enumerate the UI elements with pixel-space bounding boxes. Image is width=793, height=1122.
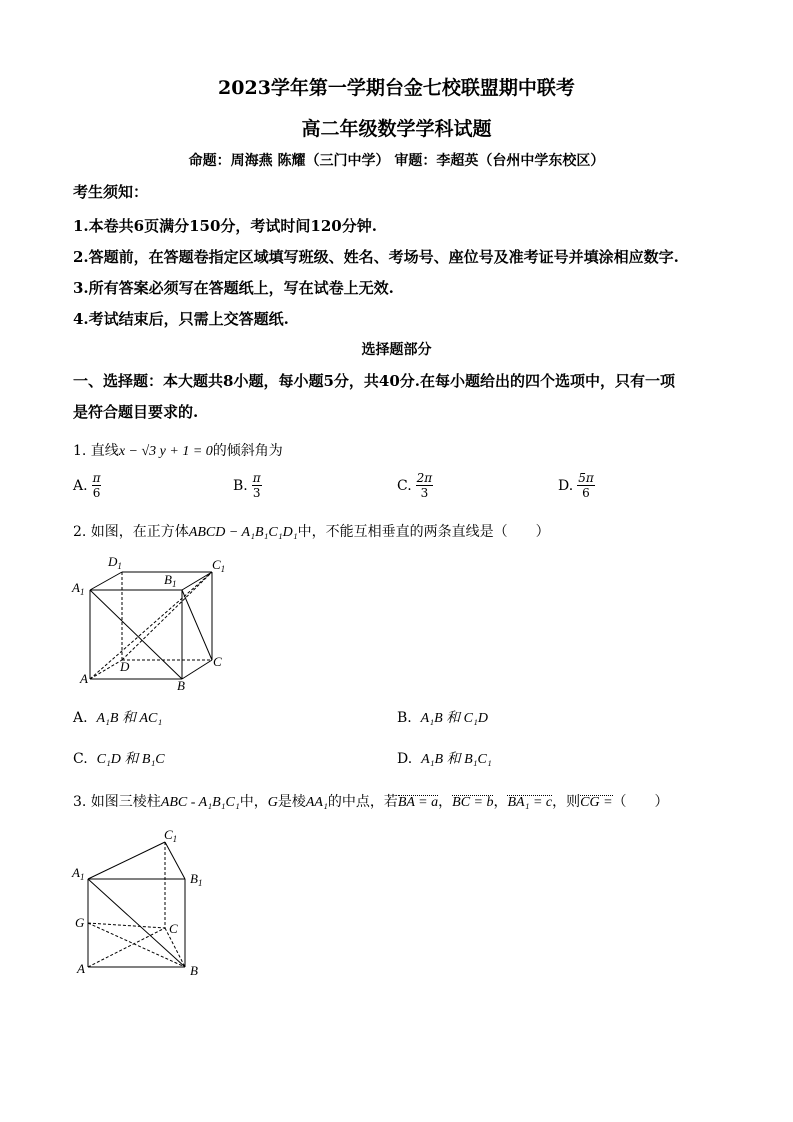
label-c1: $C_1$ [164,827,178,844]
notice-heading: 考生须知： [73,183,149,201]
label-g: G [75,915,85,930]
label-a1: $A_1$ [72,865,85,882]
option-text: A₁B 和 AC₁ [96,711,163,726]
exam-authors: 命题：周海燕 陈耀（三门中学） 审题：李超英（台州中学东校区） [188,153,605,169]
label-b1: $B_1$ [164,572,177,589]
q3-point-g: G [267,795,278,810]
q1-option-d[interactable] [558,471,595,500]
notice-item: 1.本卷共6页满分150分，考试时间120分钟. [73,217,377,235]
option-label: C. [397,477,412,494]
fraction: $\frac{\pi}{3}$ [252,471,261,500]
q2-prefix: 2. 如图，在正方体 [73,524,189,540]
label-c1: $C_1$ [212,557,226,574]
q1-option-a[interactable] [73,471,101,500]
option-text: C₁D 和 B₁C [96,752,165,767]
option-label: D. [558,477,574,494]
label-d: D [120,659,130,674]
q2-solid: ABCD − A₁B₁C₁D₁ [188,525,298,540]
q2-option-a[interactable] [73,707,162,727]
q2-option-c[interactable] [73,748,165,768]
label-a: A [80,671,88,686]
vector-ba: BA = a [397,795,439,810]
q2-option-d[interactable] [397,748,492,768]
fraction: $\frac{5\pi}{6}$ [578,471,594,500]
option-label: B. [233,477,248,494]
q3-text: 是棱 [277,794,306,810]
fraction: $\frac{\pi}{6}$ [92,471,101,500]
option-label: D. [397,751,413,767]
option-label: A. [73,710,88,726]
option-text: A₁B 和 C₁D [420,711,488,726]
section-title: 选择题部分 [361,342,432,358]
q2-suffix: 中，不能互相垂直的两条直线是（ ） [297,524,550,540]
question-1 [73,440,283,460]
exam-subtitle: 高二年级数学学科试题 [301,118,492,140]
question-3: 3. 如图三棱柱ABC - A₁B₁C₁中，G是棱AA₁的中点，若BA = a，BC = b，BA₁ = c，则CG =（ ） [73,794,669,810]
q1-option-c[interactable] [397,471,433,500]
label-c: C [213,654,222,669]
vector-cg: CG = [580,795,613,810]
section-intro: 一、选择题：本大题共8小题，每小题5分，共40分.在每小题给出的四个选项中，只有一项 [73,372,675,390]
label-b1: $B_1$ [190,871,203,888]
q1-option-b[interactable] [233,471,262,500]
option-label: B. [397,710,412,726]
q1-suffix: 的倾斜角为 [212,443,283,459]
option-label: A. [73,477,88,494]
fraction: $\frac{2\pi}{3}$ [416,471,433,500]
question-2 [73,521,550,541]
label-c: C [169,921,178,936]
label-b: B [177,678,185,693]
notice-item: 3.所有答案必须写在答题纸上，写在试卷上无效. [73,279,394,297]
section-intro-cont: 是符合题目要求的. [73,403,199,421]
q3-mid: 中， [239,794,268,810]
q1-equation: x − √3 y + 1 = 0 [118,444,213,459]
vector-ba1: BA₁ = c [507,795,553,810]
vector-bc: BC = b [452,795,494,810]
label-a1: $A_1$ [72,580,85,597]
q3-solid: ABC - A₁B₁C₁ [160,795,240,810]
q3-edge: AA₁ [305,795,328,810]
q3-text: 的中点，若 [327,794,398,810]
q3-prefix: 3. 如图三棱柱 [73,794,161,810]
notice-item: 2.答题前，在答题卷指定区域填写班级、姓名、考场号、座位号及准考证号并填涂相应数字. [73,248,679,266]
label-a: A [77,961,85,976]
exam-title: 2023学年第一学期台金七校联盟期中联考 [218,77,575,99]
prism-figure [70,825,220,980]
q3-suffix: （ ） [612,794,669,810]
option-label: C. [73,751,88,767]
q3-text: ，则 [552,794,581,810]
q1-prefix: 1. 直线 [73,443,119,459]
cube-figure [70,550,250,695]
label-d1: $D_1$ [108,554,122,571]
q2-option-b[interactable] [397,707,488,727]
label-b: B [190,963,198,978]
notice-item: 4.考试结束后，只需上交答题纸. [73,310,289,328]
option-text: A₁B 和 B₁C₁ [421,752,492,767]
